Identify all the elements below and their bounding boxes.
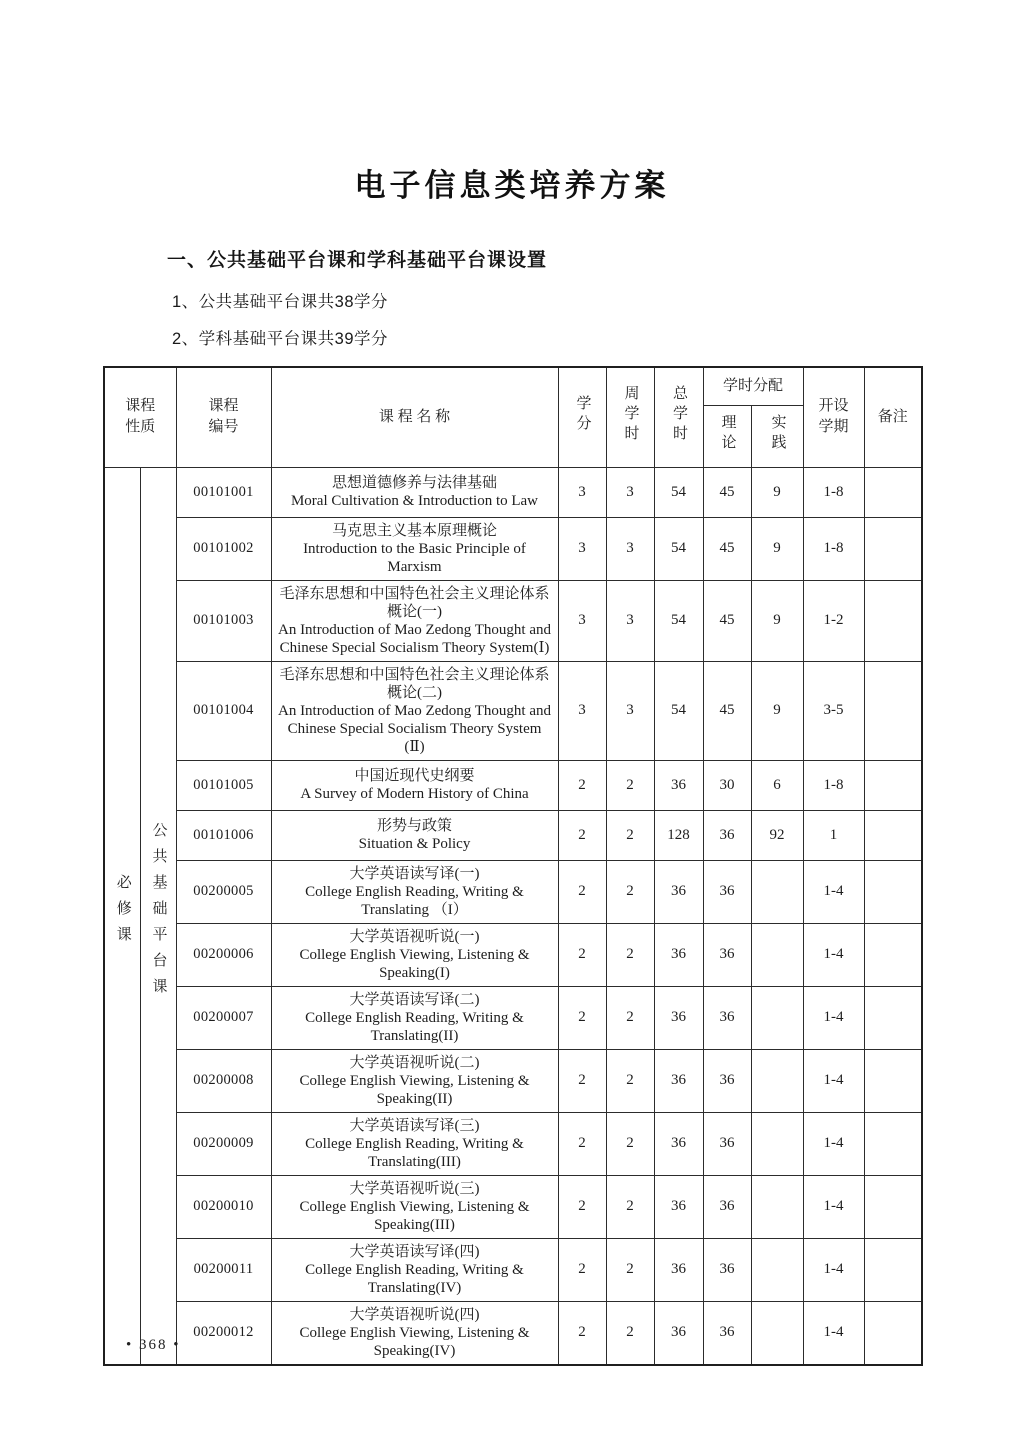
- course-code-cell: 00200012: [176, 1301, 271, 1365]
- group-platform-course-label: 公共基础平台课: [150, 822, 167, 1004]
- course-name-cn: 大学英语读写译(三): [349, 1117, 480, 1134]
- header-weekly-hours: [606, 367, 654, 467]
- table-row: [104, 860, 922, 923]
- total-hours-cell: 36: [654, 1238, 703, 1301]
- group-required-course-label: 必修课: [114, 874, 131, 952]
- remarks-cell: [864, 517, 922, 580]
- course-name-cn: 大学英语视听说(三): [349, 1180, 480, 1197]
- course-name-en: College English Reading, Writing & Translating(II): [305, 1009, 524, 1044]
- theory-hours-cell: 36: [703, 810, 751, 860]
- remarks-cell: [864, 1049, 922, 1112]
- header-remarks: [864, 367, 922, 467]
- practice-hours-cell: [751, 923, 803, 986]
- practice-hours-cell: 9: [751, 467, 803, 517]
- course-code-cell: 00101004: [176, 661, 271, 760]
- theory-hours-cell: 36: [703, 1049, 751, 1112]
- course-name-cn: 大学英语读写译(一): [349, 865, 480, 882]
- course-name-cn: 大学英语视听说(二): [349, 1054, 480, 1071]
- table-row: [104, 1049, 922, 1112]
- remarks-cell: [864, 923, 922, 986]
- header-practice: [751, 405, 803, 467]
- table-row: [104, 1112, 922, 1175]
- theory-hours-cell: 30: [703, 760, 751, 810]
- course-name-en: An Introduction of Mao Zedong Thought and Chinese Special Socialism Theory System (Ⅱ): [277, 702, 551, 755]
- course-code-cell: 00200006: [176, 923, 271, 986]
- credits-cell: 2: [558, 760, 606, 810]
- remarks-cell: [864, 986, 922, 1049]
- course-code-cell: 00200007: [176, 986, 271, 1049]
- table-row: [104, 760, 922, 810]
- credits-cell: 2: [558, 1175, 606, 1238]
- course-name-cell: [271, 661, 558, 760]
- course-code-cell: 00200008: [176, 1049, 271, 1112]
- total-hours-cell: 36: [654, 986, 703, 1049]
- total-hours-cell: 36: [654, 923, 703, 986]
- course-name-cell: [271, 1238, 558, 1301]
- course-name-cn: 马克思主义基本原理概论: [331, 522, 497, 539]
- course-name-cell: [271, 1112, 558, 1175]
- course-name-cell: [271, 760, 558, 810]
- table-row: [104, 467, 922, 517]
- theory-hours-cell: 45: [703, 580, 751, 661]
- total-hours-cell: 54: [654, 517, 703, 580]
- course-name-en: Situation & Policy: [358, 836, 471, 852]
- theory-hours-cell: 36: [703, 923, 751, 986]
- practice-hours-cell: [751, 986, 803, 1049]
- header-theory-label: 理论: [719, 413, 736, 454]
- credits-cell: 3: [558, 517, 606, 580]
- credits-cell: 2: [558, 810, 606, 860]
- table-row: [104, 1238, 922, 1301]
- header-hours-allocation-label: 学时分配: [723, 377, 784, 394]
- practice-hours-cell: 9: [751, 517, 803, 580]
- table-row: [104, 986, 922, 1049]
- semester-cell: 1-4: [803, 1049, 864, 1112]
- header-theory: [703, 405, 751, 467]
- remarks-cell: [864, 467, 922, 517]
- total-hours-cell: 36: [654, 1049, 703, 1112]
- page-title: 电子信息类培养方案: [354, 168, 670, 203]
- table-row: [104, 810, 922, 860]
- weekly-hours-cell: 2: [606, 923, 654, 986]
- course-name-cn: 大学英语读写译(二): [349, 991, 480, 1008]
- theory-hours-cell: 45: [703, 467, 751, 517]
- page-number: • 368 •: [126, 1337, 181, 1353]
- course-name-cn: 形势与政策: [376, 818, 452, 834]
- course-code-cell: 00101006: [176, 810, 271, 860]
- practice-hours-cell: [751, 1238, 803, 1301]
- header-course-code: [176, 367, 271, 467]
- credits-cell: 2: [558, 1238, 606, 1301]
- weekly-hours-cell: 2: [606, 860, 654, 923]
- course-name-cn: 中国近现代史纲要: [354, 768, 475, 784]
- group-platform-course: [140, 467, 176, 1365]
- weekly-hours-cell: 2: [606, 760, 654, 810]
- header-semester-label: 开设学期: [818, 398, 849, 436]
- theory-hours-cell: 36: [703, 1238, 751, 1301]
- header-total-hours-label: 总学时: [671, 384, 687, 445]
- weekly-hours-cell: 2: [606, 1301, 654, 1365]
- course-name-cn: 大学英语视听说(四): [349, 1306, 480, 1323]
- weekly-hours-cell: 2: [606, 1049, 654, 1112]
- remarks-cell: [864, 1301, 922, 1365]
- credits-cell: 2: [558, 923, 606, 986]
- credits-cell: 3: [558, 661, 606, 760]
- table-row: [104, 661, 922, 760]
- course-name-en: College English Viewing, Listening & Speaking(IV): [299, 1324, 530, 1359]
- practice-hours-cell: 9: [751, 580, 803, 661]
- semester-cell: 1-4: [803, 1238, 864, 1301]
- header-practice-label: 实践: [769, 413, 786, 454]
- header-credits: [558, 367, 606, 467]
- header-course-nature-label: 课程性质: [125, 398, 156, 436]
- theory-hours-cell: 36: [703, 860, 751, 923]
- header-remarks-label: 备注: [877, 408, 908, 425]
- credits-cell: 2: [558, 986, 606, 1049]
- semester-cell: 1-4: [803, 986, 864, 1049]
- course-name-en: An Introduction of Mao Zedong Thought and Chinese Special Socialism Theory System(Ⅰ): [277, 621, 551, 656]
- table-row: [104, 1301, 922, 1365]
- total-hours-cell: 36: [654, 1112, 703, 1175]
- course-name-en: College English Viewing, Listening & Speaking(II): [299, 1072, 530, 1107]
- table-row: [104, 580, 922, 661]
- semester-cell: 1-4: [803, 1175, 864, 1238]
- total-hours-cell: 36: [654, 860, 703, 923]
- course-name-cn: 思想道德修养与法律基础: [331, 475, 497, 491]
- credits-cell: 2: [558, 1049, 606, 1112]
- course-name-cell: [271, 923, 558, 986]
- header-course-code-label: 课程编号: [208, 398, 239, 436]
- header-course-name-label: 课 程 名 称: [378, 408, 451, 425]
- header-course-name: [271, 367, 558, 467]
- remarks-cell: [864, 810, 922, 860]
- header-hours-allocation: [703, 367, 803, 405]
- weekly-hours-cell: 2: [606, 1238, 654, 1301]
- course-name-cell: [271, 517, 558, 580]
- weekly-hours-cell: 3: [606, 580, 654, 661]
- remarks-cell: [864, 860, 922, 923]
- total-hours-cell: 54: [654, 580, 703, 661]
- course-name-en: College English Viewing, Listening & Speaking(I): [299, 946, 530, 981]
- remarks-cell: [864, 760, 922, 810]
- course-name-cn: 大学英语视听说(一): [349, 928, 480, 945]
- weekly-hours-cell: 3: [606, 661, 654, 760]
- practice-hours-cell: 6: [751, 760, 803, 810]
- weekly-hours-cell: 3: [606, 467, 654, 517]
- remarks-cell: [864, 1238, 922, 1301]
- practice-hours-cell: [751, 1112, 803, 1175]
- credits-cell: 2: [558, 1301, 606, 1365]
- semester-cell: 1-4: [803, 1112, 864, 1175]
- theory-hours-cell: 36: [703, 986, 751, 1049]
- semester-cell: 1-4: [803, 1301, 864, 1365]
- credits-cell: 3: [558, 467, 606, 517]
- course-code-cell: 00101001: [176, 467, 271, 517]
- course-table: [103, 366, 923, 1366]
- weekly-hours-cell: 2: [606, 986, 654, 1049]
- course-code-cell: 00101003: [176, 580, 271, 661]
- semester-cell: 1-8: [803, 467, 864, 517]
- table-row: [104, 923, 922, 986]
- course-name-cell: [271, 1175, 558, 1238]
- total-hours-cell: 128: [654, 810, 703, 860]
- course-name-en: Moral Cultivation & Introduction to Law: [290, 493, 539, 509]
- list-item-subject-platform: 2、学科基础平台课共39学分: [172, 330, 389, 348]
- course-name-cn: 毛泽东思想和中国特色社会主义理论体系概论(一): [279, 585, 550, 620]
- course-code-cell: 00200011: [176, 1238, 271, 1301]
- course-name-cell: [271, 860, 558, 923]
- total-hours-cell: 36: [654, 1175, 703, 1238]
- remarks-cell: [864, 661, 922, 760]
- course-code-cell: 00101005: [176, 760, 271, 810]
- weekly-hours-cell: 2: [606, 810, 654, 860]
- course-name-cn: 毛泽东思想和中国特色社会主义理论体系概论(二): [279, 666, 550, 701]
- practice-hours-cell: [751, 1049, 803, 1112]
- course-name-cell: [271, 810, 558, 860]
- course-name-en: College English Viewing, Listening & Speaking(III): [299, 1198, 530, 1233]
- course-name-cell: [271, 467, 558, 517]
- course-name-en: College English Reading, Writing & Translating(IV): [305, 1261, 524, 1296]
- course-name-en: College English Reading, Writing & Translating （I）: [305, 883, 524, 918]
- course-name-cell: [271, 580, 558, 661]
- remarks-cell: [864, 1175, 922, 1238]
- course-name-cell: [271, 986, 558, 1049]
- semester-cell: 1-8: [803, 517, 864, 580]
- semester-cell: 1-2: [803, 580, 864, 661]
- theory-hours-cell: 45: [703, 661, 751, 760]
- header-weekly-hours-label: 周学时: [622, 384, 639, 445]
- course-code-cell: 00101002: [176, 517, 271, 580]
- course-name-en: College English Reading, Writing & Translating(III): [305, 1135, 524, 1170]
- table-row: [104, 517, 922, 580]
- semester-cell: 1-4: [803, 860, 864, 923]
- group-required-course: [104, 467, 140, 1365]
- credits-cell: 2: [558, 860, 606, 923]
- theory-hours-cell: 36: [703, 1112, 751, 1175]
- practice-hours-cell: [751, 860, 803, 923]
- course-name-cell: [271, 1301, 558, 1365]
- practice-hours-cell: [751, 1301, 803, 1365]
- course-code-cell: 00200010: [176, 1175, 271, 1238]
- course-name-cn: 大学英语读写译(四): [349, 1243, 480, 1260]
- theory-hours-cell: 36: [703, 1175, 751, 1238]
- weekly-hours-cell: 2: [606, 1112, 654, 1175]
- section-heading: 一、公共基础平台课和学科基础平台课设置: [167, 250, 548, 271]
- header-total-hours: [654, 367, 703, 467]
- total-hours-cell: 36: [654, 1301, 703, 1365]
- semester-cell: 1-4: [803, 923, 864, 986]
- semester-cell: 1-8: [803, 760, 864, 810]
- semester-cell: 3-5: [803, 661, 864, 760]
- header-credits-label: 学分: [574, 394, 591, 435]
- list-item-public-platform: 1、公共基础平台课共38学分: [172, 293, 389, 311]
- practice-hours-cell: 9: [751, 661, 803, 760]
- course-code-cell: 00200005: [176, 860, 271, 923]
- total-hours-cell: 36: [654, 760, 703, 810]
- credits-cell: 3: [558, 580, 606, 661]
- remarks-cell: [864, 580, 922, 661]
- theory-hours-cell: 45: [703, 517, 751, 580]
- practice-hours-cell: [751, 1175, 803, 1238]
- course-name-cell: [271, 1049, 558, 1112]
- remarks-cell: [864, 1112, 922, 1175]
- weekly-hours-cell: 2: [606, 1175, 654, 1238]
- header-course-nature: [104, 367, 176, 467]
- semester-cell: 1: [803, 810, 864, 860]
- credits-cell: 2: [558, 1112, 606, 1175]
- weekly-hours-cell: 3: [606, 517, 654, 580]
- course-name-en: A Survey of Modern History of China: [300, 786, 529, 802]
- theory-hours-cell: 36: [703, 1301, 751, 1365]
- total-hours-cell: 54: [654, 661, 703, 760]
- table-row: [104, 1175, 922, 1238]
- course-name-en: Introduction to the Basic Principle of Marxism: [303, 540, 526, 575]
- header-semester: [803, 367, 864, 467]
- practice-hours-cell: 92: [751, 810, 803, 860]
- total-hours-cell: 54: [654, 467, 703, 517]
- course-code-cell: 00200009: [176, 1112, 271, 1175]
